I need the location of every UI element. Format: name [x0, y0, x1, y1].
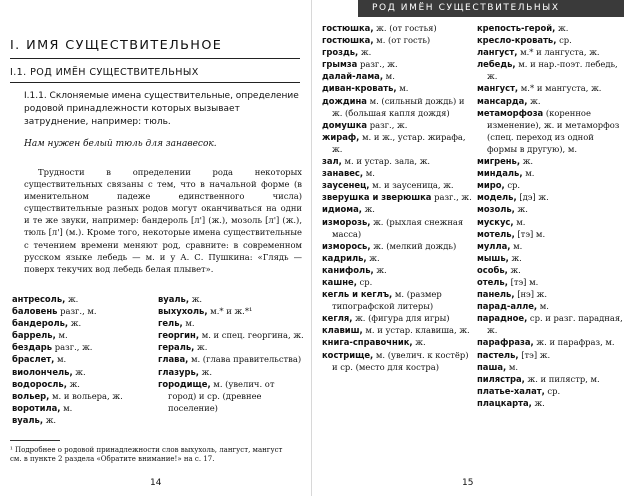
entry-headword: гераль,	[158, 342, 195, 353]
entry-headword: кострище,	[322, 349, 374, 360]
entry-gender-note: ж. (рыхлая снежная масса)	[332, 216, 464, 239]
entry-gender-note: м.	[55, 330, 68, 341]
entry-headword: георгин,	[158, 330, 200, 341]
entry-gender-note: ж.	[72, 366, 86, 377]
dictionary-entry	[322, 95, 472, 119]
entry-gender-note: ж.	[366, 252, 380, 263]
entry-headword: крепость-герой,	[477, 23, 556, 33]
dictionary-entry	[12, 366, 154, 378]
dictionary-entry	[477, 300, 623, 312]
entry-gender-note: м.* и мангуста, ж.	[518, 83, 602, 94]
entry-headword: мангуст,	[477, 83, 519, 94]
dictionary-entry	[477, 397, 623, 409]
entry-gender-note: разг., ж.	[431, 192, 472, 203]
entry-gender-note: м. (увелич. к костёр) и ср. (место для костра)	[332, 349, 469, 372]
entry-headword: дождина	[322, 95, 367, 106]
entry-headword: занавес,	[322, 168, 364, 179]
dictionary-entry	[477, 107, 623, 155]
dictionary-entry	[477, 252, 623, 264]
dictionary-entry	[322, 46, 472, 58]
entry-gender-note: ж.	[531, 397, 545, 408]
dictionary-entry	[322, 70, 472, 82]
entry-headword: канифоль,	[322, 264, 374, 275]
dictionary-entry	[12, 353, 154, 365]
entry-headword: идиома,	[322, 204, 362, 215]
entry-gender-note: ж.	[43, 414, 57, 425]
entry-headword: гель,	[158, 318, 183, 329]
page-number-left: 14	[150, 478, 162, 488]
entry-gender-note: ж.	[65, 294, 79, 304]
entry-headword: миндаль,	[477, 168, 523, 179]
entry-headword: кресло-кровать,	[477, 35, 557, 46]
entry-gender-note: м.	[522, 168, 535, 179]
dictionary-entry	[158, 293, 304, 305]
entry-gender-note: м. и спец. георгина, ж.	[199, 330, 304, 341]
dictionary-entry	[477, 361, 623, 373]
entry-headword: мансарда,	[477, 95, 528, 106]
entry-headword: заусенец,	[322, 180, 370, 191]
entry-gender-note: ж.	[412, 337, 426, 348]
entry-gender-note: м.	[383, 71, 395, 82]
entry-headword: диван-кровать,	[322, 83, 397, 94]
entry-gender-note: ж. и пилястр, м.	[524, 373, 600, 384]
dictionary-entry	[322, 58, 472, 70]
entry-headword: гостюшка,	[322, 23, 374, 33]
dictionary-entry	[477, 155, 623, 167]
dictionary-entry	[477, 58, 623, 82]
dictionary-entry	[158, 329, 304, 341]
entry-gender-note: м. (увелич. от город) и ср. (древнее поселение)	[168, 378, 275, 413]
entry-gender-note: м.	[182, 318, 195, 329]
section-rule	[10, 82, 300, 83]
entry-gender-note: ж.	[373, 264, 387, 275]
entry-headword: глазурь,	[158, 366, 199, 377]
entry-gender-note: м. и ж., устар. жирафа, ж.	[332, 131, 466, 154]
dictionary-entry	[158, 353, 304, 365]
right-page	[312, 0, 624, 496]
dictionary-entry	[158, 341, 304, 353]
entry-gender-note: ж.	[514, 204, 528, 215]
entry-gender-note: (коренное изменение), ж. и метаморфоз (спец. переход из одной формы в другую), м.	[487, 107, 620, 154]
entry-headword: метаморфоза	[477, 107, 544, 118]
entry-gender-note: ж.	[508, 252, 522, 263]
dictionary-entry	[322, 22, 472, 34]
dictionary-entry	[322, 34, 472, 46]
body-text	[24, 166, 302, 275]
dictionary-entry	[158, 366, 304, 378]
left-word-list-b	[158, 293, 304, 414]
dictionary-entry	[477, 34, 623, 46]
dictionary-entry	[12, 414, 154, 426]
entry-gender-note: ж. и парафраз, м.	[533, 337, 615, 348]
entry-headword: гостюшка,	[322, 35, 374, 46]
dictionary-entry	[12, 305, 154, 317]
dictionary-entry	[158, 305, 304, 317]
entry-gender-note: м.	[363, 168, 375, 179]
dictionary-entry	[477, 312, 623, 336]
entry-gender-note: ж. (фигура для игры)	[352, 313, 450, 324]
dictionary-entry	[477, 276, 623, 288]
entry-headword: бездарь	[12, 342, 53, 353]
entry-headword: платье-халат,	[477, 385, 545, 396]
entry-headword: бандероль,	[12, 318, 69, 329]
entry-headword: водоросль,	[12, 378, 67, 389]
dictionary-entry	[477, 349, 623, 361]
entry-headword: городище,	[158, 378, 211, 389]
dictionary-entry	[477, 264, 623, 276]
entry-gender-note: м. и устар. клавиша, ж.	[362, 325, 470, 336]
entry-headword: панель,	[477, 289, 515, 300]
entry-gender-note: м. и устар. зала, ж.	[341, 156, 431, 167]
entry-headword: гроздь,	[322, 47, 359, 58]
running-header: РОД ИМЁН СУЩЕСТВИТЕЛЬНЫХ	[358, 0, 624, 17]
dictionary-entry	[322, 252, 472, 264]
entry-gender-note: м.	[513, 216, 526, 227]
entry-headword: парад-алле,	[477, 301, 538, 312]
entry-headword: лебедь,	[477, 59, 516, 70]
entry-gender-note: разг., ж.	[367, 119, 408, 130]
entry-gender-note: м.* и ж.*¹	[207, 306, 253, 317]
right-word-list-a	[322, 22, 472, 373]
entry-headword: отель,	[477, 276, 508, 287]
dictionary-entry	[322, 191, 472, 203]
dictionary-entry	[322, 240, 472, 252]
dictionary-entry	[477, 22, 623, 34]
entry-headword: глава,	[158, 354, 189, 365]
entry-gender-note: ср.	[544, 385, 561, 396]
dictionary-entry	[322, 276, 472, 288]
entry-headword: жираф,	[322, 131, 360, 142]
example-sentence: Нам нужен белый тюль для занавесок.	[24, 139, 217, 149]
dictionary-entry	[477, 216, 623, 228]
entry-gender-note: разг., ж.	[52, 342, 93, 353]
dictionary-entry	[322, 288, 472, 312]
entry-headword: грымза	[322, 59, 358, 70]
dictionary-entry	[477, 336, 623, 348]
entry-gender-note: ж.	[189, 294, 203, 304]
entry-headword: паша,	[477, 361, 507, 372]
dictionary-entry	[322, 203, 472, 215]
entry-gender-note: м. и вольера, ж.	[49, 390, 123, 401]
entry-headword: далай-лама,	[322, 71, 384, 82]
dictionary-entry	[322, 119, 472, 131]
entry-gender-note: ср.	[556, 35, 572, 46]
dictionary-entry	[322, 336, 472, 348]
entry-gender-note: [тэ] м.	[514, 228, 546, 239]
entry-gender-note: м. (глава правительства)	[188, 354, 302, 365]
entry-gender-note: ср.	[504, 180, 521, 191]
dictionary-entry	[322, 167, 472, 179]
dictionary-entry	[477, 288, 623, 300]
dictionary-entry	[477, 203, 623, 215]
entry-headword: миро,	[477, 180, 505, 191]
entry-headword: изморозь,	[322, 216, 371, 227]
chapter-rule	[10, 58, 300, 59]
footnote-rule	[10, 440, 60, 441]
dictionary-entry	[322, 82, 472, 94]
dictionary-entry	[12, 293, 154, 305]
entry-gender-note: [дэ] ж.	[516, 192, 549, 203]
entry-headword: мигрень,	[477, 156, 521, 167]
subsection-paragraph: I.1.1. Склоняемые имена существительные, определение родовой принадлежности которых вызывает затруднение, например: тюль.	[24, 91, 299, 128]
entry-headword: кашне,	[322, 276, 357, 287]
entry-gender-note: м.	[506, 361, 519, 372]
dictionary-entry	[322, 324, 472, 336]
dictionary-entry	[322, 216, 472, 240]
entry-headword: вуаль,	[12, 414, 44, 425]
entry-gender-note: ж.	[507, 264, 521, 275]
entry-headword: мотель,	[477, 228, 515, 239]
entry-headword: книга-справочник,	[322, 337, 413, 348]
dictionary-entry	[322, 349, 472, 373]
entry-gender-note: разг., м.	[57, 306, 97, 317]
entry-gender-note: [нэ] ж.	[514, 289, 548, 300]
entry-gender-note: ж. (от гостья)	[373, 23, 437, 33]
entry-gender-note: ж.	[68, 318, 82, 329]
entry-headword: вольер,	[12, 390, 50, 401]
dictionary-entry	[12, 341, 154, 353]
entry-gender-note: м. (размер типографской литеры)	[332, 289, 442, 312]
entry-gender-note: ж.	[194, 342, 208, 353]
dictionary-entry	[12, 329, 154, 341]
entry-gender-note: разг., ж.	[357, 59, 398, 70]
entry-headword: воротила,	[12, 402, 61, 413]
dictionary-entry	[477, 385, 623, 397]
dictionary-entry	[477, 82, 623, 94]
entry-headword: изморось,	[322, 240, 371, 251]
dictionary-entry	[322, 155, 472, 167]
footnote: ¹ Подробнее о родовой принадлежности слов выхухоль, лангуст, мангуст см. в пункте 2 раздела «Обратите внимание!» на с. 17.	[10, 446, 283, 463]
entry-headword: вуаль,	[158, 294, 190, 304]
dictionary-entry	[322, 179, 472, 191]
dictionary-entry	[322, 131, 472, 155]
section-title: I.1. РОД ИМЁН СУЩЕСТВИТЕЛЬНЫХ	[10, 67, 199, 78]
entry-headword: модель,	[477, 192, 517, 203]
entry-gender-note: м.	[60, 402, 73, 413]
entry-headword: зал,	[322, 156, 342, 167]
entry-headword: кегль и кеглъ,	[322, 289, 393, 300]
entry-headword: пастель,	[477, 349, 519, 360]
entry-gender-note: [тэ] м.	[507, 276, 539, 287]
entry-gender-note: м. и заусеница, ж.	[369, 180, 454, 191]
dictionary-entry	[158, 317, 304, 329]
entry-gender-note: м. и нар.-поэт. лебедь, ж.	[487, 59, 618, 82]
entry-headword: антресоль,	[12, 294, 66, 304]
body-paragraph: Трудности в определении рода некоторых существительных связаны с тем, что в начальной форме (в именительном падеже единственного числа) существительные разных родов могут оканчиваться на одни и те же звуки, например: бандероль [л'] (ж.), мозоль [л'] (ж.), тюль [л'] (м.). Кроме того, некоторые имена существительные с течением времени меняют род, сравните: в современном русском языке лебедь — м. и у А. С. Пушкина: «Глядь — поверх текучих вод лебедь белая плывет».	[24, 167, 302, 274]
entry-gender-note: ж.	[527, 95, 541, 106]
entry-gender-note: м.	[537, 301, 549, 312]
entry-headword: особь,	[477, 264, 508, 275]
chapter-title: I. ИМЯ СУЩЕСТВИТЕЛЬНОЕ	[10, 38, 223, 53]
entry-headword: лангуст,	[477, 47, 518, 58]
dictionary-entry	[12, 378, 154, 390]
entry-gender-note: ж.	[361, 204, 375, 215]
entry-headword: кадриль,	[322, 252, 367, 263]
entry-headword: браслет,	[12, 354, 55, 365]
dictionary-entry	[477, 240, 623, 252]
left-word-list-a	[12, 293, 154, 426]
dictionary-entry	[477, 373, 623, 385]
right-word-list-b	[477, 22, 623, 409]
entry-gender-note: ср. и разг. парадная, ж.	[487, 313, 623, 336]
entry-gender-note: ж.	[520, 156, 534, 167]
entry-headword: виолончель,	[12, 366, 73, 377]
dictionary-entry	[477, 191, 623, 203]
dictionary-entry	[12, 390, 154, 402]
dictionary-entry	[477, 167, 623, 179]
entry-gender-note: м.	[510, 240, 523, 251]
dictionary-entry	[322, 264, 472, 276]
entry-headword: плацкарта,	[477, 397, 532, 408]
entry-headword: баловень	[12, 306, 58, 317]
entry-gender-note: м.	[396, 83, 409, 94]
entry-headword: мускус,	[477, 216, 514, 227]
dictionary-entry	[12, 402, 154, 414]
entry-gender-note: м.* и лангуста, ж.	[517, 47, 600, 58]
entry-headword: пилястра,	[477, 373, 525, 384]
dictionary-entry	[12, 317, 154, 329]
entry-gender-note: ж.	[198, 366, 212, 377]
dictionary-entry	[477, 228, 623, 240]
entry-gender-note: ж. (мелкий дождь)	[370, 240, 457, 251]
dictionary-entry	[322, 312, 472, 324]
entry-headword: баррель,	[12, 330, 56, 341]
entry-gender-note: ж.	[358, 47, 372, 58]
entry-gender-note: м. (от гость)	[373, 35, 431, 46]
entry-headword: клавиш,	[322, 325, 363, 336]
entry-gender-note: ж.	[555, 23, 569, 33]
entry-gender-note: ж.	[66, 378, 80, 389]
entry-gender-note: м.	[54, 354, 67, 365]
entry-gender-note: [тэ] ж.	[518, 349, 551, 360]
dictionary-entry	[477, 46, 623, 58]
entry-headword: парадное,	[477, 313, 528, 324]
entry-headword: кегля,	[322, 313, 353, 324]
entry-headword: домушка	[322, 119, 368, 130]
entry-headword: мулла,	[477, 240, 511, 251]
dictionary-entry	[158, 378, 304, 414]
entry-gender-note: ср.	[356, 276, 373, 287]
entry-headword: парафраза,	[477, 337, 534, 348]
entry-headword: зверушка и зверюшка	[322, 192, 432, 203]
dictionary-entry	[477, 179, 623, 191]
entry-headword: выхухоль,	[158, 306, 208, 317]
entry-headword: мозоль,	[477, 204, 515, 215]
page-number-right: 15	[462, 478, 474, 488]
entry-gender-note: м. (сильный дождь) и ж. (большая капля дождя)	[332, 95, 465, 118]
dictionary-entry	[477, 95, 623, 107]
entry-headword: мышь,	[477, 252, 509, 263]
